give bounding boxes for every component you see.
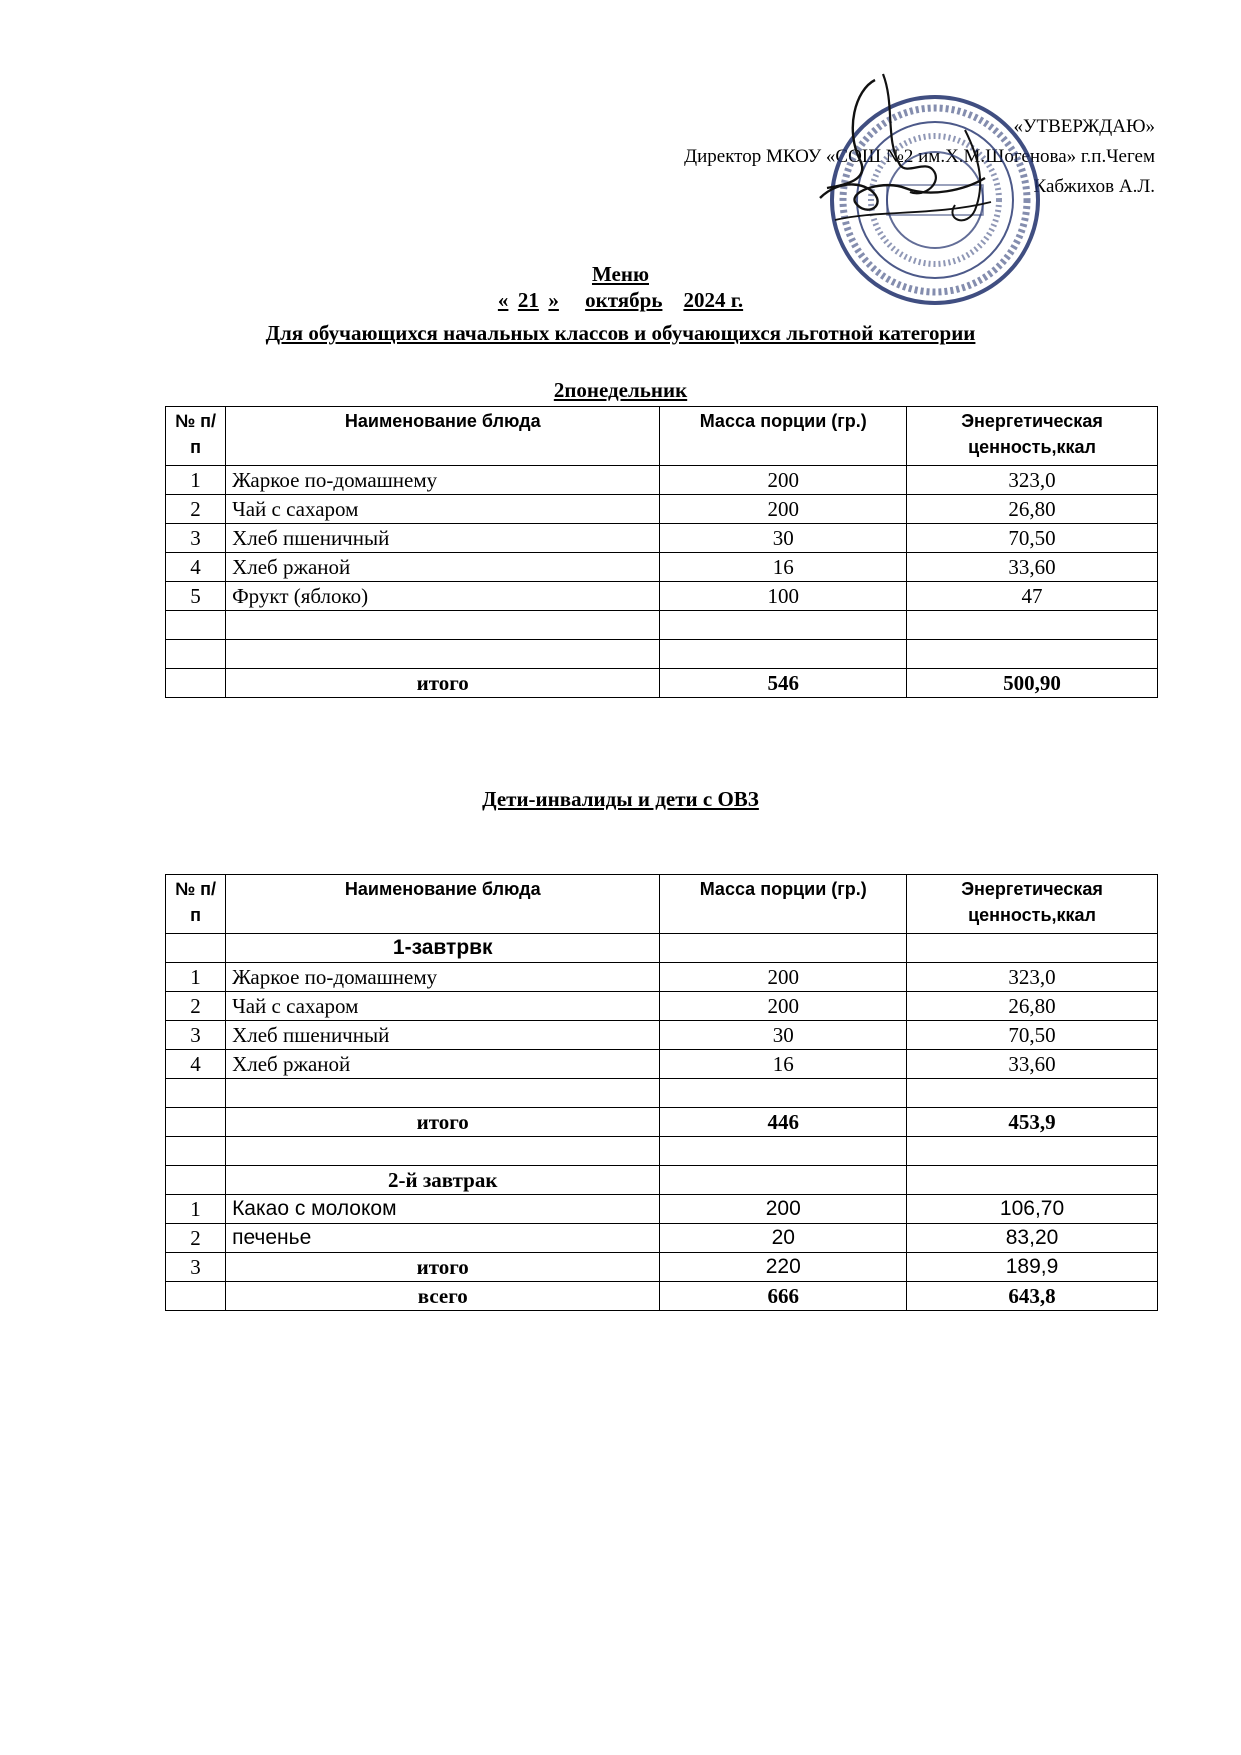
date-close-quote: » xyxy=(548,288,559,312)
table-row xyxy=(166,495,1158,524)
total-energy: 189,9 xyxy=(907,1253,1158,1282)
row-num: 2 xyxy=(166,992,226,1021)
empty-row xyxy=(166,640,1158,669)
menu-title: Меню xyxy=(591,262,649,286)
row-num: 4 xyxy=(166,553,226,582)
table-header-row xyxy=(166,875,1158,934)
row-mass: 200 xyxy=(660,963,907,992)
row-energy: 323,0 xyxy=(907,963,1158,992)
row-energy: 83,20 xyxy=(907,1224,1158,1253)
table-header-row xyxy=(166,407,1158,466)
approval-name: Кабжихов А.Л. xyxy=(1033,176,1155,197)
section-title-ovz: Дети-инвалиды и дети с ОВЗ xyxy=(482,787,759,811)
col-header-num: № п/п xyxy=(166,875,226,934)
row-dish: Хлеб пшеничный xyxy=(226,1021,660,1050)
category-title: Для обучающихся начальных классов и обучающихся льготной категории xyxy=(265,321,976,345)
table-row xyxy=(166,466,1158,495)
row-mass: 200 xyxy=(660,992,907,1021)
table-row xyxy=(166,963,1158,992)
total-row xyxy=(166,669,1158,698)
date-day: 21 xyxy=(517,288,539,312)
col-header-mass: Масса порции (гр.) xyxy=(660,407,907,466)
breakfast1-label: 1-завтрвк xyxy=(226,934,660,963)
table-row xyxy=(166,992,1158,1021)
row-energy: 33,60 xyxy=(907,553,1158,582)
col-header-energy: Энергетическая ценность,ккал xyxy=(907,407,1158,466)
date-month: октябрь xyxy=(585,288,663,312)
menu-table-ovz xyxy=(165,874,1158,1311)
total-label: итого xyxy=(226,1108,660,1137)
col-header-energy: Энергетическая ценность,ккал xyxy=(907,875,1158,934)
total-label: итого xyxy=(226,1253,660,1282)
row-num: 1 xyxy=(166,963,226,992)
grand-total-mass: 666 xyxy=(660,1282,907,1311)
row-mass: 200 xyxy=(660,466,907,495)
row-energy: 323,0 xyxy=(907,466,1158,495)
total-mass: 220 xyxy=(660,1253,907,1282)
row-energy: 70,50 xyxy=(907,1021,1158,1050)
total-mass: 446 xyxy=(660,1108,907,1137)
empty-row xyxy=(166,1137,1158,1166)
menu-date xyxy=(0,288,1241,313)
total-label: итого xyxy=(226,669,660,698)
date-open-quote: « xyxy=(497,288,509,312)
table-row xyxy=(166,1050,1158,1079)
row-mass: 16 xyxy=(660,1050,907,1079)
table-row xyxy=(166,553,1158,582)
row-dish: Фрукт (яблоко) xyxy=(226,582,660,611)
col-header-num: № п/п xyxy=(166,407,226,466)
total-energy: 500,90 xyxy=(907,669,1158,698)
row-energy: 26,80 xyxy=(907,992,1158,1021)
row-mass: 20 xyxy=(660,1224,907,1253)
row-energy: 70,50 xyxy=(907,524,1158,553)
row-mass: 16 xyxy=(660,553,907,582)
col-header-name: Наименование блюда xyxy=(226,407,660,466)
total-row xyxy=(166,1108,1158,1137)
row-num: 1 xyxy=(166,466,226,495)
empty-row xyxy=(166,1079,1158,1108)
total-mass: 546 xyxy=(660,669,907,698)
total-row xyxy=(166,1253,1158,1282)
approval-position: Директор МКОУ «СОШ №2 им.Х.М.Шогенова» г.п.Чегем xyxy=(684,146,1155,167)
row-num: 5 xyxy=(166,582,226,611)
row-num: 3 xyxy=(166,1021,226,1050)
grand-total-label: всего xyxy=(226,1282,660,1311)
row-dish: Хлеб ржаной xyxy=(226,553,660,582)
row-num: 3 xyxy=(166,1253,226,1282)
row-energy: 106,70 xyxy=(907,1195,1158,1224)
table-row xyxy=(166,1021,1158,1050)
breakfast2-label: 2-й завтрак xyxy=(226,1166,660,1195)
grand-total-row xyxy=(166,1282,1158,1311)
day-title: 2понедельник xyxy=(553,378,688,402)
row-num: 1 xyxy=(166,1195,226,1224)
row-num: 4 xyxy=(166,1050,226,1079)
row-num: 3 xyxy=(166,524,226,553)
subheader-row xyxy=(166,1166,1158,1195)
table-row xyxy=(166,1195,1158,1224)
row-mass: 30 xyxy=(660,1021,907,1050)
table-row xyxy=(166,1224,1158,1253)
row-dish: Какао с молоком xyxy=(226,1195,660,1224)
approval-title: «УТВЕРЖДАЮ» xyxy=(1013,116,1155,137)
row-dish: Жаркое по-домашнему xyxy=(226,466,660,495)
row-dish: Хлеб пшеничный xyxy=(226,524,660,553)
row-mass: 100 xyxy=(660,582,907,611)
total-energy: 453,9 xyxy=(907,1108,1158,1137)
row-energy: 47 xyxy=(907,582,1158,611)
row-num: 2 xyxy=(166,495,226,524)
row-energy: 33,60 xyxy=(907,1050,1158,1079)
row-mass: 200 xyxy=(660,495,907,524)
subheader-row xyxy=(166,934,1158,963)
grand-total-energy: 643,8 xyxy=(907,1282,1158,1311)
date-year: 2024 г. xyxy=(683,288,744,312)
col-header-name: Наименование блюда xyxy=(226,875,660,934)
table-row xyxy=(166,582,1158,611)
menu-table-primary xyxy=(165,406,1158,698)
table-row xyxy=(166,524,1158,553)
row-dish: Чай с сахаром xyxy=(226,495,660,524)
row-dish: печенье xyxy=(226,1224,660,1253)
row-dish: Чай с сахаром xyxy=(226,992,660,1021)
empty-row xyxy=(166,611,1158,640)
col-header-mass: Масса порции (гр.) xyxy=(660,875,907,934)
row-mass: 200 xyxy=(660,1195,907,1224)
row-dish: Хлеб ржаной xyxy=(226,1050,660,1079)
row-mass: 30 xyxy=(660,524,907,553)
row-dish: Жаркое по-домашнему xyxy=(226,963,660,992)
row-num: 2 xyxy=(166,1224,226,1253)
row-energy: 26,80 xyxy=(907,495,1158,524)
